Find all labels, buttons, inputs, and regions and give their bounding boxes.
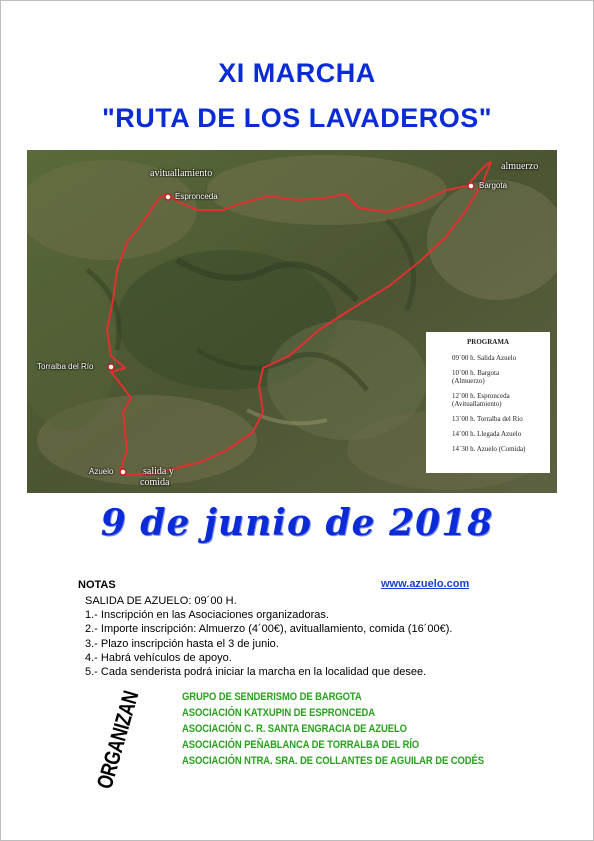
torralba-marker	[108, 364, 114, 370]
program-item-detail: (Avituallamiento)	[452, 400, 502, 408]
almuerzo-label: almuerzo	[501, 161, 539, 172]
program-item-detail: (Almuerzo)	[452, 377, 485, 385]
organizer-item: ASOCIACIÓN NTRA. SRA. DE COLLANTES DE AGUILAR DE CODÉS	[182, 755, 484, 767]
note-line: 4.- Habrá vehículos de apoyo.	[85, 651, 232, 664]
notes-list	[85, 594, 565, 679]
program-item-time: 12´00 h. Espronceda	[452, 392, 510, 400]
program-item	[452, 354, 546, 362]
organizers-label: ORGANIZAN	[91, 688, 144, 792]
program-title: PROGRAMA	[467, 338, 509, 346]
program-item-time: 13´00 h. Torralba del Rio	[452, 415, 523, 423]
program-item	[452, 369, 546, 385]
salida-label: salida y	[143, 466, 174, 477]
azuelo-label: Azuelo	[89, 467, 114, 476]
program-item-time: 14´00 h. Llegada Azuelo	[452, 430, 522, 438]
program-item	[452, 392, 546, 408]
avituallamiento-label: avituallamiento	[150, 168, 213, 179]
organizer-item: ASOCIACIÓN PEÑABLANCA DE TORRALBA DEL RÍO	[182, 739, 420, 751]
program-item-time: 10´00 h. Bargota	[452, 369, 500, 377]
event-date: 9 de junio de 2018	[100, 502, 494, 544]
program-item-time: 14´30 h. Azuelo (Comida)	[452, 445, 526, 453]
title-line-1: XI MARCHA	[218, 58, 376, 88]
program-item	[452, 415, 546, 423]
organizer-item: GRUPO DE SENDERISMO DE BARGOTA	[182, 691, 362, 703]
azuelo-marker	[120, 469, 126, 475]
note-line: SALIDA DE AZUELO: 09´00 H.	[85, 595, 237, 607]
program-box	[426, 332, 550, 473]
notes-heading: NOTAS	[78, 579, 116, 591]
bargota-marker	[468, 183, 474, 189]
torralba-label: Torralba del Río	[37, 362, 94, 371]
organizer-item: ASOCIACIÓN KATXUPIN DE ESPRONCEDA	[182, 707, 376, 719]
program-item	[452, 445, 546, 453]
note-line: 2.- Importe inscripción: Almuerzo (4´00€), avituallamiento, comida (16´00€).	[85, 623, 453, 636]
espronceda-label: Espronceda	[175, 192, 218, 201]
program-item	[452, 430, 546, 438]
organizers-list	[182, 689, 533, 769]
route-map	[27, 150, 557, 493]
note-line: 1.- Inscripción en las Asociaciones organizadoras.	[85, 609, 329, 622]
note-line: 5.- Cada senderista podrá iniciar la marcha en la localidad que desee.	[85, 666, 427, 679]
bargota-label: Bargota	[479, 181, 508, 190]
note-line: 3.- Plazo inscripción hasta el 3 de junio.	[85, 637, 279, 650]
espronceda-marker	[165, 194, 171, 200]
title-line-2: "RUTA DE LOS LAVADEROS"	[101, 103, 493, 133]
organizer-item: ASOCIACIÓN C. R. SANTA ENGRACIA DE AZUELO	[182, 723, 407, 735]
website-link[interactable]: www.azuelo.com	[381, 578, 470, 590]
comida-label: comida	[140, 477, 170, 488]
program-item-time: 09´00 h. Salida Azuelo	[452, 354, 517, 362]
